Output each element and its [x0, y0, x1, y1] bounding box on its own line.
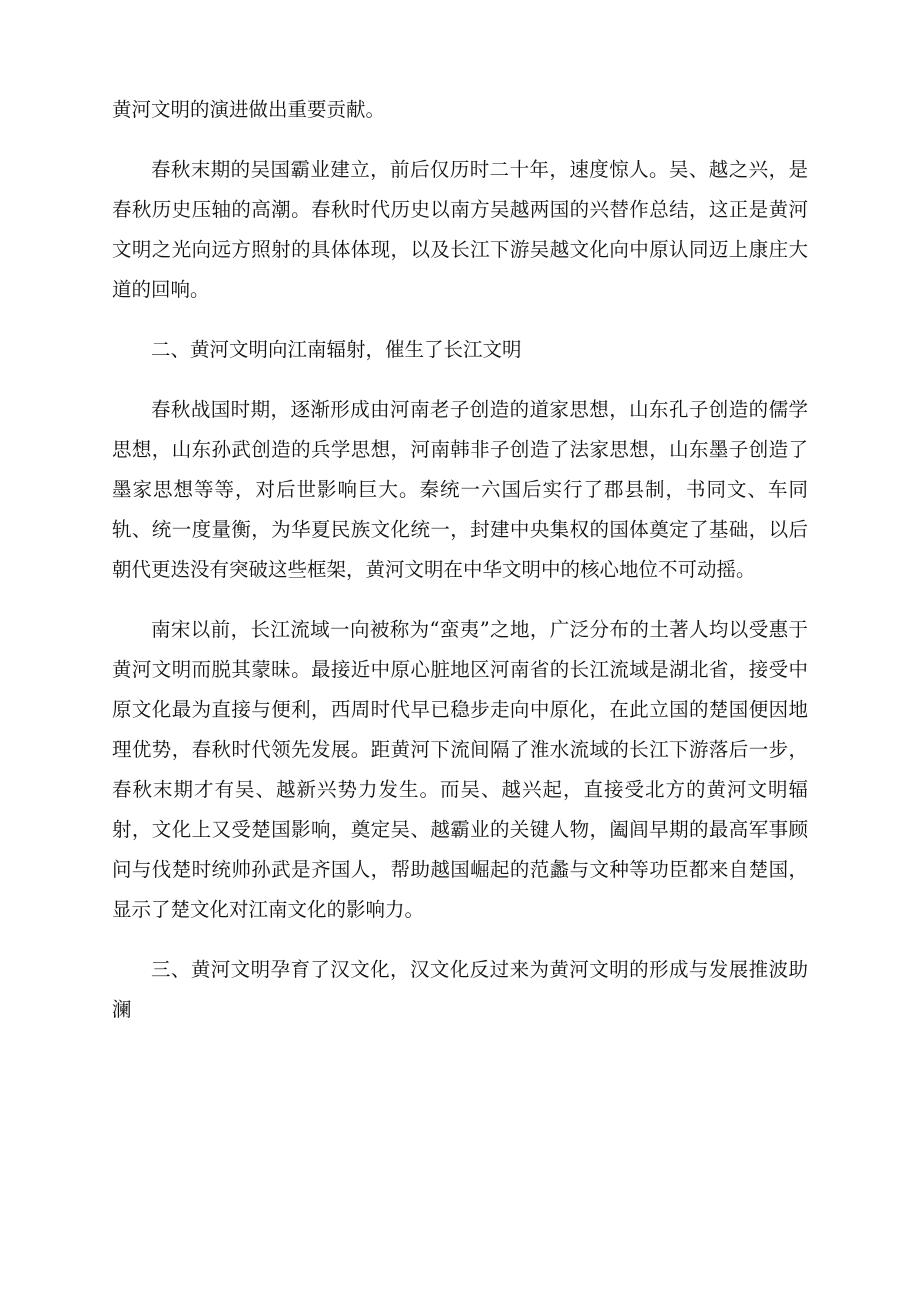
- paragraph-wu-hegemony: 春秋末期的吴国霸业建立，前后仅历时二十年，速度惊人。吴、越之兴，是春秋历史压轴的高潮。春秋时代历史以南方吴越两国的兴替作总结，这正是黄河文明之光向远方照射的具体体现，以及长江下游吴越文化向中原认同迈上康庄大道的回响。: [112, 158, 808, 301]
- section-heading-2: 二、黄河文明向江南辐射，催生了长江文明: [151, 338, 522, 361]
- paragraph-southern-song: 南宋以前，长江流域一向被称为“蛮夷”之地，广泛分布的土著人均以受惠于黄河文明而脱其蒙昧。最接近中原心脏地区河南省的长江流域是湖北省，接受中原文化最为直接与便利，西周时代早已稳步走向中原化，在此立国的楚国便因地理优势，春秋时代领先发展。距黄河下流间隔了淮水流域的长江下游落后一步，春秋末期才有吴、越新兴势力发生。而吴、越兴起，直接受北方的黄河文明辐射，文化上又受楚国影响，奠定吴、越霸业的关键人物，阖闾早期的最高军事顾问与伐楚时统帅孙武是齐国人，帮助越国崛起的范蠡与文种等功臣都来自楚国，显示了楚文化对江南文化的影响力。: [112, 618, 808, 921]
- document-body: [112, 90, 808, 1050]
- paragraph-continuation: 黄河文明的演进做出重要贡献。: [112, 98, 386, 121]
- paragraph-warring-states: 春秋战国时期，逐渐形成由河南老子创造的道家思想，山东孔子创造的儒学思想，山东孙武创造的兵学思想，河南韩非子创造了法家思想，山东墨子创造了墨家思想等等，对后世影响巨大。秦统一六国后实行了郡县制，书同文、车同轨、统一度量衡，为华夏民族文化统一，封建中央集权的国体奠定了基础，以后朝代更迭没有突破这些框架，黄河文明在中华文明中的核心地位不可动摇。: [112, 398, 808, 581]
- section-heading-3: 三、黄河文明孕育了汉文化，汉文化反过来为黄河文明的形成与发展推波助澜: [112, 958, 808, 1021]
